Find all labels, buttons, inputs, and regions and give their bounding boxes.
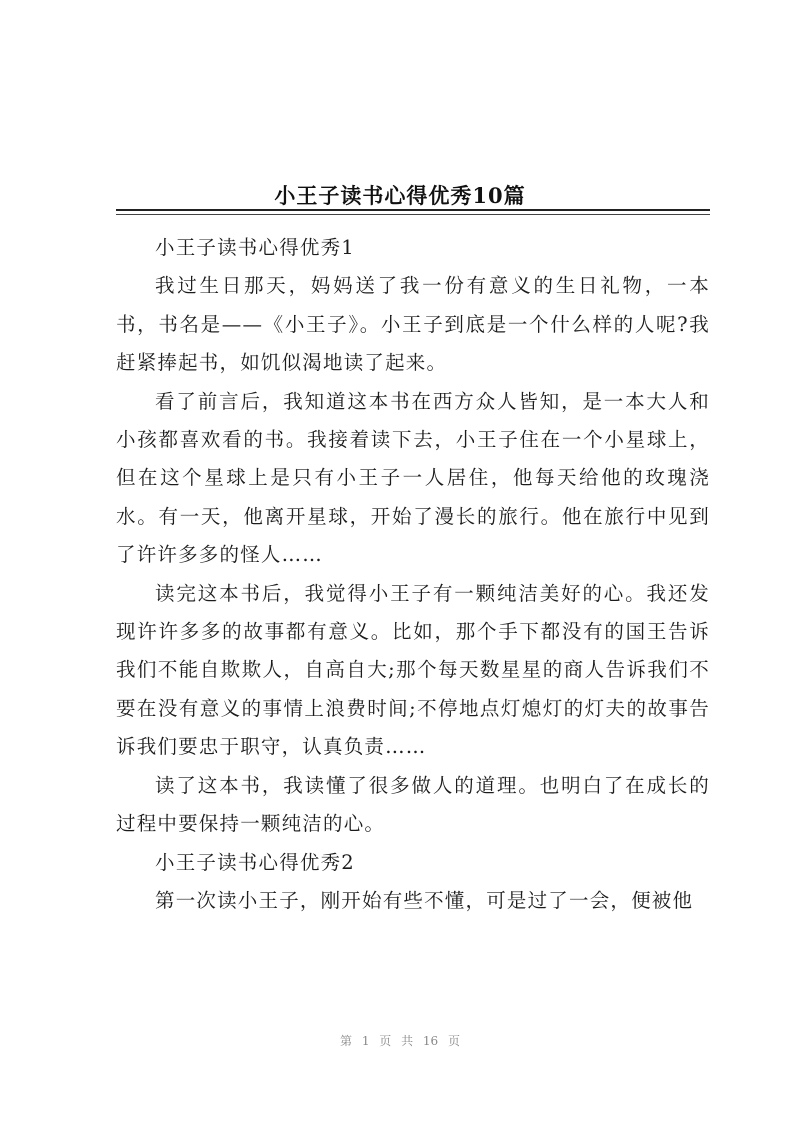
paragraph: 读了这本书，我读懂了很多做人的道理。也明白了在成长的过程中要保持一颗纯洁的心。 <box>116 773 710 836</box>
paragraph: 第一次读小王子，刚开始有些不懂，可是过了一会，便被他 <box>155 888 694 912</box>
document-body <box>116 229 710 920</box>
paragraph: 我过生日那天，妈妈送了我一份有意义的生日礼物，一本书，书名是——《小王子》。小王子到底是一个什么样的人呢?我赶紧捧起书，如饥似渴地读了起来。 <box>116 274 710 375</box>
section-heading-2: 小王子读书心得优秀2 <box>155 850 355 874</box>
title-divider <box>116 209 710 211</box>
page-number-footer: 第 1 页 共 16 页 <box>340 1034 460 1048</box>
title-divider-thin <box>116 214 710 215</box>
paragraph: 看了前言后，我知道这本书在西方众人皆知，是一本大人和小孩都喜欢看的书。我接着读下去，小王子住在一个小星球上，但在这个星球上是只有小王子一人居住，他每天给他的玫瑰浇水。有一天，他离开星球，开始了漫长的旅行。他在旅行中见到了许许多多的怪人…… <box>116 389 710 567</box>
page-title: 小王子读书心得优秀10篇 <box>274 183 526 209</box>
section-heading-1: 小王子读书心得优秀1 <box>155 236 355 259</box>
paragraph: 读完这本书后，我觉得小王子有一颗纯洁美好的心。我还发现许许多多的故事都有意义。比如，那个手下都没有的国王告诉我们不能自欺欺人，自高自大;那个每天数星星的商人告诉我们不要在没有意义的事情上浪费时间;不停地点灯熄灯的灯夫的故事告诉我们要忠于职守，认真负责…… <box>116 581 710 759</box>
